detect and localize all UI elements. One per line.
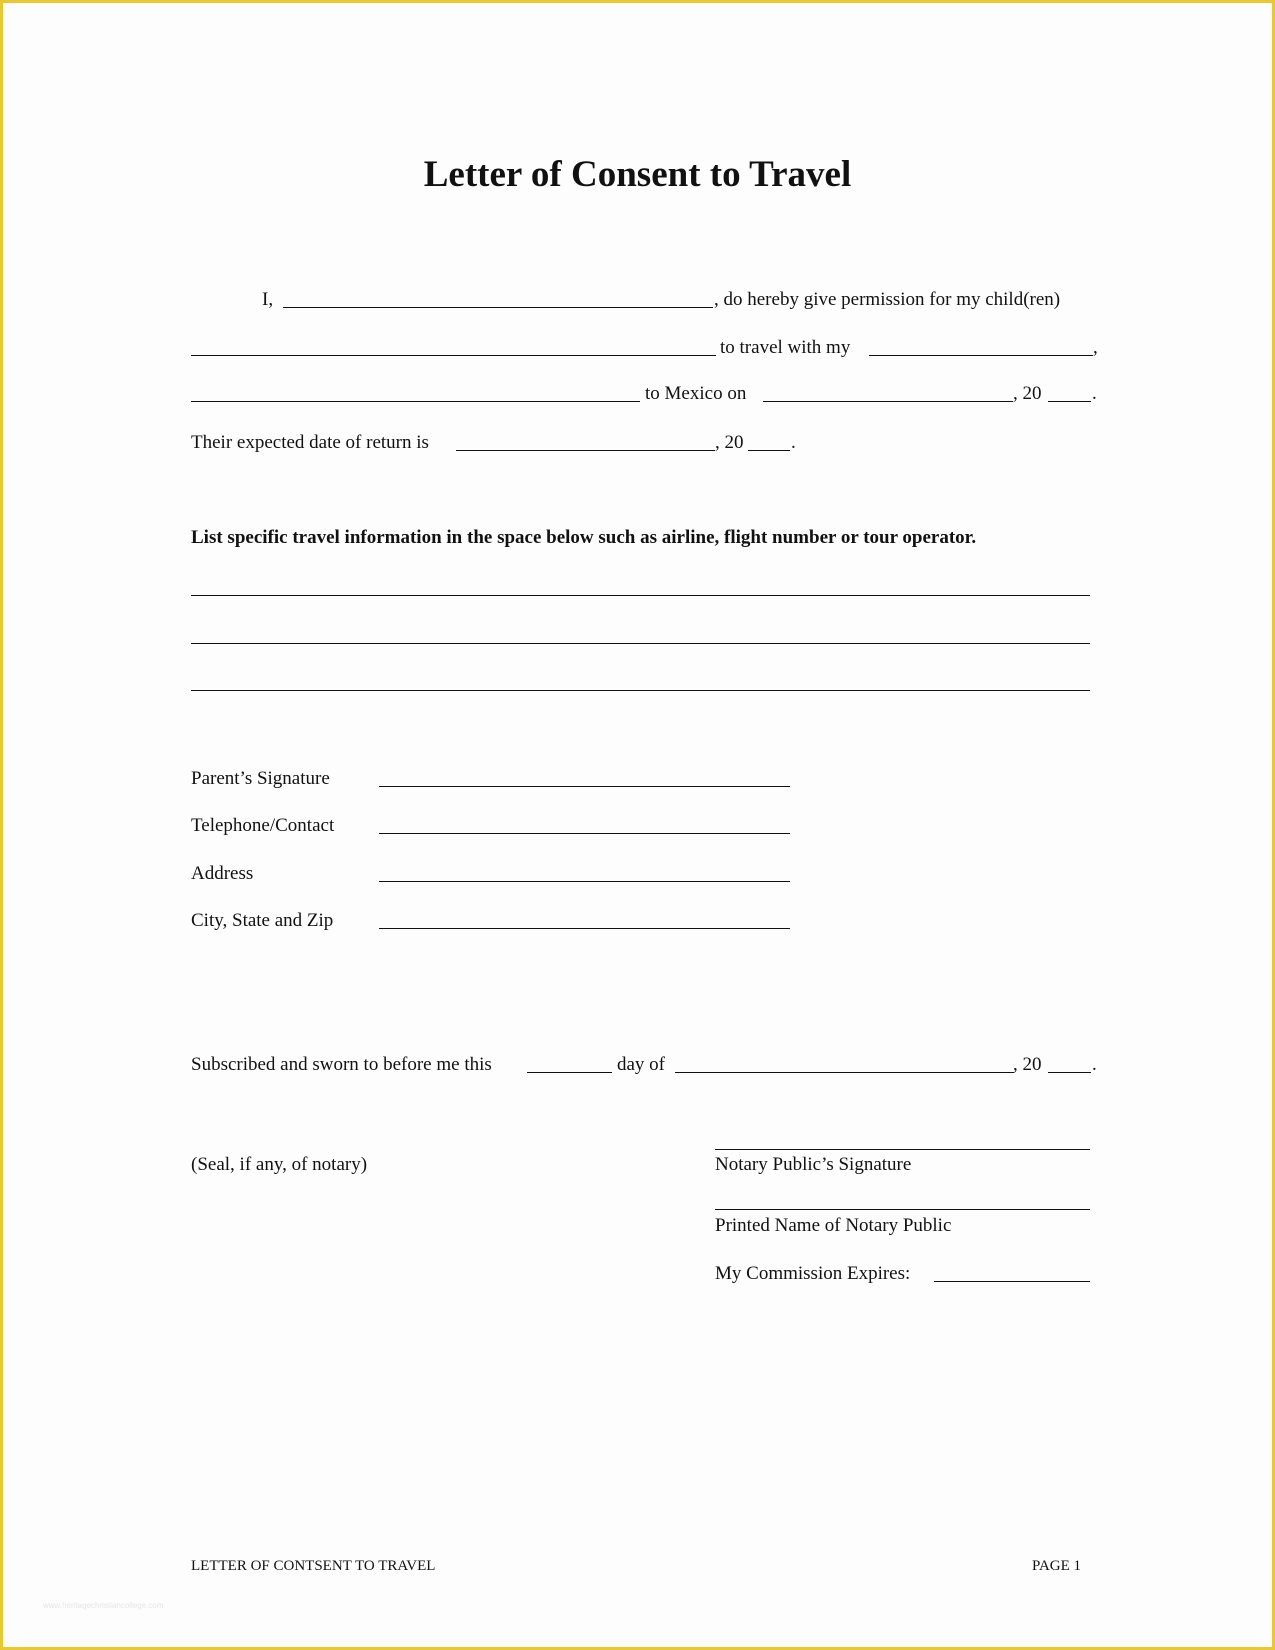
- departure-year-field[interactable]: [1048, 401, 1091, 402]
- permission-prefix: I,: [262, 289, 274, 310]
- sworn-year-prefix: , 20: [1013, 1054, 1042, 1075]
- watermark-text: www.heritagechristiancollege.com: [43, 1601, 164, 1610]
- address-label: Address: [191, 863, 254, 884]
- day-of-label: day of: [617, 1054, 666, 1075]
- commission-expiry-field[interactable]: [934, 1281, 1090, 1282]
- parent-signature-label: Parent’s Signature: [191, 768, 330, 789]
- notary-printed-name-label: Printed Name of Notary Public: [715, 1215, 952, 1236]
- sworn-year-field[interactable]: [1048, 1072, 1091, 1073]
- travel-info-line-2[interactable]: [191, 643, 1090, 644]
- destination-label: to Mexico on: [645, 383, 747, 404]
- city-state-zip-label: City, State and Zip: [191, 910, 334, 931]
- telephone-label: Telephone/Contact: [191, 815, 335, 836]
- return-year-prefix: , 20: [715, 432, 744, 453]
- return-year-field[interactable]: [748, 450, 790, 451]
- travel-info-line-1[interactable]: [191, 595, 1090, 596]
- travel-with-label: to travel with my: [720, 337, 851, 358]
- departure-year-prefix: , 20: [1013, 383, 1042, 404]
- departure-date-field[interactable]: [763, 401, 1013, 402]
- parent-signature-field[interactable]: [379, 786, 790, 787]
- city-state-zip-field[interactable]: [379, 928, 790, 929]
- comma-1: ,: [1093, 337, 1098, 358]
- sworn-prefix: Subscribed and sworn to before me this: [191, 1054, 492, 1075]
- notary-signature-label: Notary Public’s Signature: [715, 1154, 912, 1175]
- notary-printed-name-field[interactable]: [715, 1209, 1090, 1210]
- parent-name-field[interactable]: [283, 307, 713, 308]
- travel-info-instructions: List specific travel information in the space below such as airline, flight number or tour operator.: [191, 527, 977, 548]
- period-3: .: [1092, 1054, 1097, 1075]
- telephone-field[interactable]: [379, 833, 790, 834]
- permission-suffix: , do hereby give permission for my child(ren): [714, 289, 1061, 310]
- footer-left: LETTER OF CONTSENT TO TRAVEL: [191, 1558, 436, 1574]
- period-2: .: [791, 432, 796, 453]
- companion-name-field[interactable]: [191, 401, 640, 402]
- footer-page-number: PAGE 1: [1032, 1558, 1082, 1574]
- children-names-field[interactable]: [191, 355, 716, 356]
- return-label: Their expected date of return is: [191, 432, 429, 453]
- companion-field[interactable]: [869, 355, 1093, 356]
- address-field[interactable]: [379, 881, 790, 882]
- seal-label: (Seal, if any, of notary): [191, 1154, 368, 1175]
- document-title: Letter of Consent to Travel: [423, 154, 852, 195]
- travel-info-line-3[interactable]: [191, 690, 1090, 691]
- commission-label: My Commission Expires:: [715, 1263, 911, 1284]
- sworn-month-field[interactable]: [675, 1072, 1014, 1073]
- sworn-day-field[interactable]: [527, 1072, 612, 1073]
- document-page: [3, 3, 1272, 1647]
- notary-signature-field[interactable]: [715, 1149, 1090, 1150]
- return-date-field[interactable]: [456, 450, 715, 451]
- period-1: .: [1092, 383, 1097, 404]
